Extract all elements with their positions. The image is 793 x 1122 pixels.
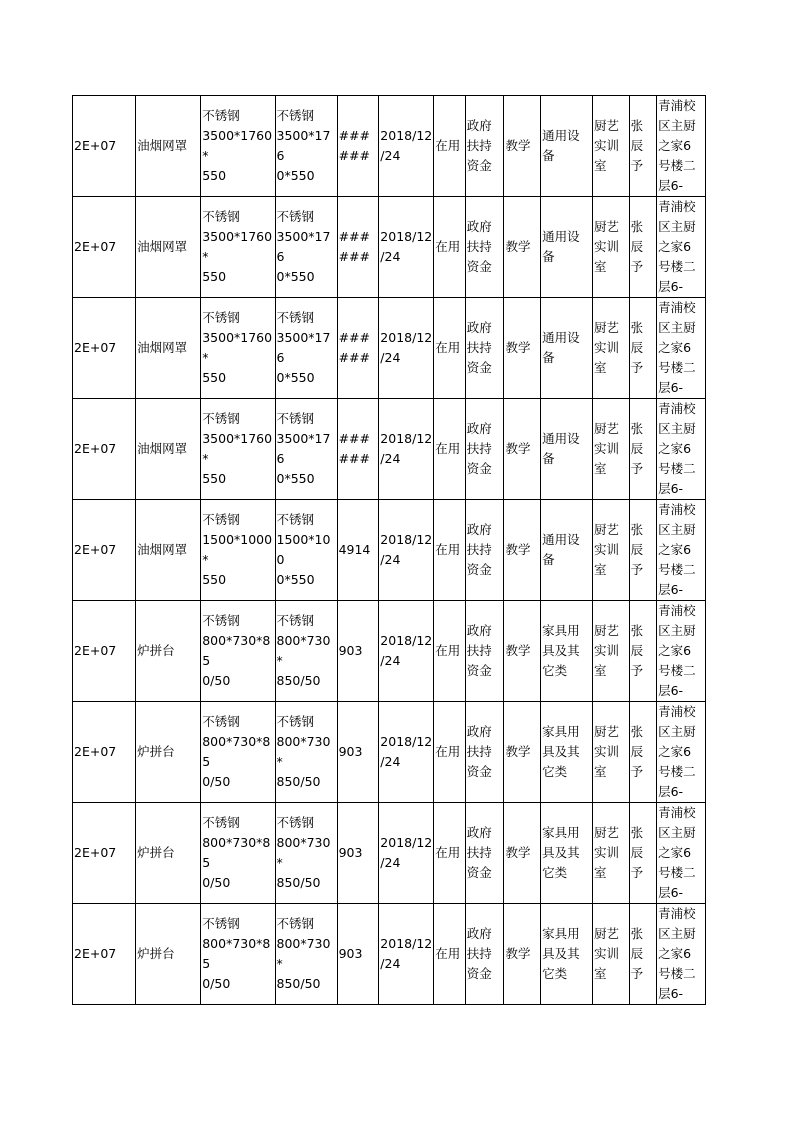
status-cell: 在用 <box>434 298 466 399</box>
category-cell: 家具用 具及其 它类 <box>541 601 593 702</box>
spec-cell: 不锈钢 800*730* 850/50 <box>275 601 337 702</box>
department-cell: 厨艺 实训 室 <box>592 601 629 702</box>
asset-name-cell: 油烟网罩 <box>136 96 201 197</box>
table-row <box>73 96 706 197</box>
asset-number-cell: 2E+07 <box>73 500 136 601</box>
category-cell: 通用设 备 <box>541 197 593 298</box>
value-cell: 4914 <box>337 500 379 601</box>
value-cell: ###### <box>337 298 379 399</box>
usage-cell: 教学 <box>504 298 541 399</box>
status-cell: 在用 <box>434 96 466 197</box>
asset-name-cell: 油烟网罩 <box>136 197 201 298</box>
table-row <box>73 399 706 500</box>
usage-cell: 教学 <box>504 500 541 601</box>
funding-source-cell: 政府 扶持 资金 <box>465 298 504 399</box>
model-cell: 不锈钢 800*730*85 0/50 <box>201 904 275 1005</box>
location-cell: 青浦校 区主厨 之家6 号楼二 层6- <box>657 197 706 298</box>
usage-cell: 教学 <box>504 601 541 702</box>
keeper-cell: 张 辰 予 <box>629 601 656 702</box>
model-cell: 不锈钢 3500*1760* 550 <box>201 197 275 298</box>
keeper-cell: 张 辰 予 <box>629 904 656 1005</box>
spec-cell: 不锈钢 800*730* 850/50 <box>275 904 337 1005</box>
keeper-cell: 张 辰 予 <box>629 298 656 399</box>
funding-source-cell: 政府 扶持 资金 <box>465 197 504 298</box>
location-cell: 青浦校 区主厨 之家6 号楼二 层6- <box>657 803 706 904</box>
usage-cell: 教学 <box>504 197 541 298</box>
spec-cell: 不锈钢 3500*176 0*550 <box>275 96 337 197</box>
model-cell: 不锈钢 800*730*85 0/50 <box>201 601 275 702</box>
asset-name-cell: 炉拼台 <box>136 803 201 904</box>
category-cell: 通用设 备 <box>541 500 593 601</box>
department-cell: 厨艺 实训 室 <box>592 904 629 1005</box>
acquire-date-cell: 2018/12 /24 <box>379 298 434 399</box>
location-cell: 青浦校 区主厨 之家6 号楼二 层6- <box>657 298 706 399</box>
location-cell: 青浦校 区主厨 之家6 号楼二 层6- <box>657 96 706 197</box>
spec-cell: 不锈钢 3500*176 0*550 <box>275 399 337 500</box>
asset-table <box>72 95 706 1005</box>
status-cell: 在用 <box>434 197 466 298</box>
asset-number-cell: 2E+07 <box>73 601 136 702</box>
funding-source-cell: 政府 扶持 资金 <box>465 702 504 803</box>
category-cell: 家具用 具及其 它类 <box>541 803 593 904</box>
asset-name-cell: 炉拼台 <box>136 702 201 803</box>
status-cell: 在用 <box>434 601 466 702</box>
table-row <box>73 702 706 803</box>
keeper-cell: 张 辰 予 <box>629 96 656 197</box>
asset-number-cell: 2E+07 <box>73 298 136 399</box>
department-cell: 厨艺 实训 室 <box>592 500 629 601</box>
keeper-cell: 张 辰 予 <box>629 803 656 904</box>
spec-cell: 不锈钢 3500*176 0*550 <box>275 197 337 298</box>
table-row <box>73 500 706 601</box>
keeper-cell: 张 辰 予 <box>629 500 656 601</box>
table-row <box>73 298 706 399</box>
status-cell: 在用 <box>434 904 466 1005</box>
location-cell: 青浦校 区主厨 之家6 号楼二 层6- <box>657 904 706 1005</box>
status-cell: 在用 <box>434 399 466 500</box>
asset-number-cell: 2E+07 <box>73 197 136 298</box>
usage-cell: 教学 <box>504 803 541 904</box>
funding-source-cell: 政府 扶持 资金 <box>465 803 504 904</box>
funding-source-cell: 政府 扶持 资金 <box>465 399 504 500</box>
table-row <box>73 803 706 904</box>
value-cell: 903 <box>337 601 379 702</box>
category-cell: 通用设 备 <box>541 96 593 197</box>
usage-cell: 教学 <box>504 399 541 500</box>
asset-number-cell: 2E+07 <box>73 702 136 803</box>
asset-table-body <box>73 96 706 1005</box>
value-cell: 903 <box>337 904 379 1005</box>
asset-name-cell: 炉拼台 <box>136 601 201 702</box>
keeper-cell: 张 辰 予 <box>629 399 656 500</box>
model-cell: 不锈钢 3500*1760* 550 <box>201 399 275 500</box>
department-cell: 厨艺 实训 室 <box>592 399 629 500</box>
location-cell: 青浦校 区主厨 之家6 号楼二 层6- <box>657 702 706 803</box>
asset-name-cell: 炉拼台 <box>136 904 201 1005</box>
table-row <box>73 601 706 702</box>
value-cell: 903 <box>337 803 379 904</box>
department-cell: 厨艺 实训 室 <box>592 298 629 399</box>
asset-name-cell: 油烟网罩 <box>136 500 201 601</box>
value-cell: ###### <box>337 197 379 298</box>
spec-cell: 不锈钢 1500*100 0*550 <box>275 500 337 601</box>
department-cell: 厨艺 实训 室 <box>592 197 629 298</box>
acquire-date-cell: 2018/12 /24 <box>379 96 434 197</box>
acquire-date-cell: 2018/12 /24 <box>379 803 434 904</box>
funding-source-cell: 政府 扶持 资金 <box>465 500 504 601</box>
category-cell: 家具用 具及其 它类 <box>541 702 593 803</box>
keeper-cell: 张 辰 予 <box>629 702 656 803</box>
location-cell: 青浦校 区主厨 之家6 号楼二 层6- <box>657 601 706 702</box>
location-cell: 青浦校 区主厨 之家6 号楼二 层6- <box>657 399 706 500</box>
acquire-date-cell: 2018/12 /24 <box>379 904 434 1005</box>
acquire-date-cell: 2018/12 /24 <box>379 601 434 702</box>
model-cell: 不锈钢 800*730*85 0/50 <box>201 803 275 904</box>
funding-source-cell: 政府 扶持 资金 <box>465 601 504 702</box>
model-cell: 不锈钢 1500*1000* 550 <box>201 500 275 601</box>
asset-number-cell: 2E+07 <box>73 399 136 500</box>
keeper-cell: 张 辰 予 <box>629 197 656 298</box>
model-cell: 不锈钢 800*730*85 0/50 <box>201 702 275 803</box>
usage-cell: 教学 <box>504 96 541 197</box>
asset-number-cell: 2E+07 <box>73 904 136 1005</box>
asset-name-cell: 油烟网罩 <box>136 298 201 399</box>
acquire-date-cell: 2018/12 /24 <box>379 500 434 601</box>
status-cell: 在用 <box>434 500 466 601</box>
category-cell: 通用设 备 <box>541 399 593 500</box>
location-cell: 青浦校 区主厨 之家6 号楼二 层6- <box>657 500 706 601</box>
usage-cell: 教学 <box>504 904 541 1005</box>
spec-cell: 不锈钢 3500*176 0*550 <box>275 298 337 399</box>
department-cell: 厨艺 实训 室 <box>592 96 629 197</box>
status-cell: 在用 <box>434 702 466 803</box>
usage-cell: 教学 <box>504 702 541 803</box>
value-cell: 903 <box>337 702 379 803</box>
department-cell: 厨艺 实训 室 <box>592 803 629 904</box>
acquire-date-cell: 2018/12 /24 <box>379 197 434 298</box>
status-cell: 在用 <box>434 803 466 904</box>
funding-source-cell: 政府 扶持 资金 <box>465 904 504 1005</box>
category-cell: 家具用 具及其 它类 <box>541 904 593 1005</box>
asset-name-cell: 油烟网罩 <box>136 399 201 500</box>
department-cell: 厨艺 实训 室 <box>592 702 629 803</box>
spec-cell: 不锈钢 800*730* 850/50 <box>275 803 337 904</box>
acquire-date-cell: 2018/12 /24 <box>379 702 434 803</box>
value-cell: ###### <box>337 96 379 197</box>
spec-cell: 不锈钢 800*730* 850/50 <box>275 702 337 803</box>
funding-source-cell: 政府 扶持 资金 <box>465 96 504 197</box>
table-row <box>73 904 706 1005</box>
asset-number-cell: 2E+07 <box>73 803 136 904</box>
asset-number-cell: 2E+07 <box>73 96 136 197</box>
model-cell: 不锈钢 3500*1760* 550 <box>201 298 275 399</box>
model-cell: 不锈钢 3500*1760* 550 <box>201 96 275 197</box>
category-cell: 通用设 备 <box>541 298 593 399</box>
acquire-date-cell: 2018/12 /24 <box>379 399 434 500</box>
value-cell: ###### <box>337 399 379 500</box>
table-row <box>73 197 706 298</box>
